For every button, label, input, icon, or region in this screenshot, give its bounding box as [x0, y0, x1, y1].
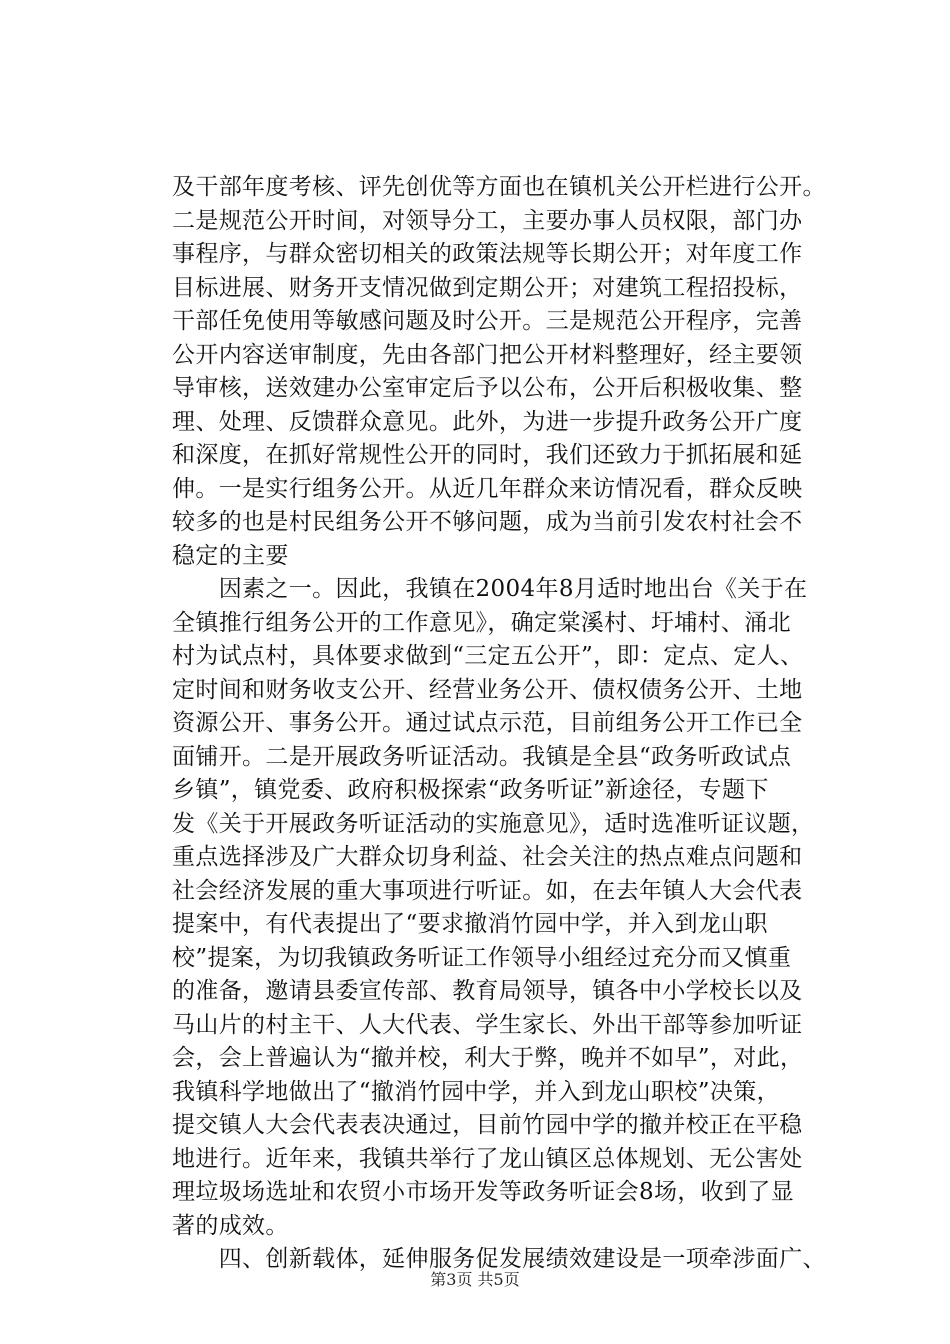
text-line: 理垃圾场选址和农贸小市场开发等政务听证会8场，收到了显 [172, 1179, 795, 1205]
text-line: 事程序，与群众密切相关的政策法规等长期公开；对年度工作 [172, 241, 803, 267]
text-line: 稳定的主要 [172, 542, 289, 569]
text-line: 公开内容送审制度，先由各部门把公开材料整理好，经主要领 [172, 341, 803, 368]
text-line: 乡镇”，镇党委、政府积极探索“政务听证”新途径，专题下 [172, 777, 769, 803]
text-line: 重点选择涉及广大群众切身利益、社会关注的热点难点问题和 [172, 844, 803, 870]
text-line: 面铺开。二是开展政务听证活动。我镇是全县“政务听政试点 [172, 743, 792, 770]
text-line: 导审核，送效建办公室审定后予以公布，公开后积极收集、整 [172, 375, 803, 401]
text-line: 提交镇人大会代表表决通过，目前竹园中学的撤并校正在平稳 [172, 1112, 803, 1138]
text-line: 资源公开、事务公开。通过试点示范，目前组务公开工作已全 [172, 710, 803, 736]
text-line: 著的成效。 [172, 1212, 289, 1239]
page-footer [0, 1267, 950, 1290]
text-line: 因素之一。因此，我镇在2004年8月适时地出台《关于在 [172, 576, 808, 602]
text-line: 目标进展、财务开支情况做到定期公开；对建筑工程招投标， [172, 274, 803, 301]
page-number-label: 第3页 共5页 [430, 1270, 520, 1289]
text-line: 干部任免使用等敏感问题及时公开。三是规范公开程序，完善 [172, 308, 803, 334]
text-line: 较多的也是村民组务公开不够问题，成为当前引发农村社会不 [172, 509, 803, 535]
text-line: 伸。一是实行组务公开。从近几年群众来访情况看，群众反映 [172, 475, 803, 502]
text-line: 全镇推行组务公开的工作意见》，确定棠溪村、圩埔村、涌北 [172, 609, 791, 636]
text-line: 村为试点村，具体要求做到“三定五公开”，即：定点、定人、 [172, 643, 804, 669]
text-line: 二是规范公开时间，对领导分工，主要办事人员权限，部门办 [172, 207, 803, 234]
text-line: 提案中，有代表提出了“要求撤消竹园中学，并入到龙山职 [172, 911, 768, 937]
text-line: 马山片的村主干、人大代表、学生家长、外出干部等参加听证 [172, 1011, 803, 1038]
text-line: 发《关于开展政务听证活动的实施意见》，适时选准听证议题， [172, 810, 815, 837]
text-line: 的准备，邀请县委宣传部、教育局领导，镇各中小学校长以及 [172, 978, 803, 1004]
text-line: 定时间和财务收支公开、经营业务公开、债权债务公开、土地 [172, 676, 803, 703]
text-line: 理、处理、反馈群众意见。此外，为进一步提升政务公开广度 [172, 408, 803, 435]
text-line: 及干部年度考核、评先创优等方面也在镇机关公开栏进行公开。 [172, 174, 826, 200]
text-line: 校”提案，为切我镇政务听证工作领导小组经过充分而又慎重 [172, 944, 792, 971]
text-line: 我镇科学地做出了“撤消竹园中学，并入到龙山职校”决策， [172, 1078, 780, 1105]
text-line: 地进行。近年来，我镇共举行了龙山镇区总体规划、无公害处 [172, 1145, 803, 1172]
text-line: 社会经济发展的重大事项进行听证。如，在去年镇人大会代表 [172, 877, 803, 904]
text-line: 和深度，在抓好常规性公开的同时，我们还致力于抓拓展和延 [172, 442, 803, 468]
body-text [172, 171, 826, 1277]
text-line: 会，会上普遍认为“撤并校，利大于弊，晚并不如早”，对此， [172, 1045, 804, 1071]
text-line: 四、创新载体，延伸服务促发展绩效建设是一项牵涉面广、 [172, 1246, 826, 1272]
